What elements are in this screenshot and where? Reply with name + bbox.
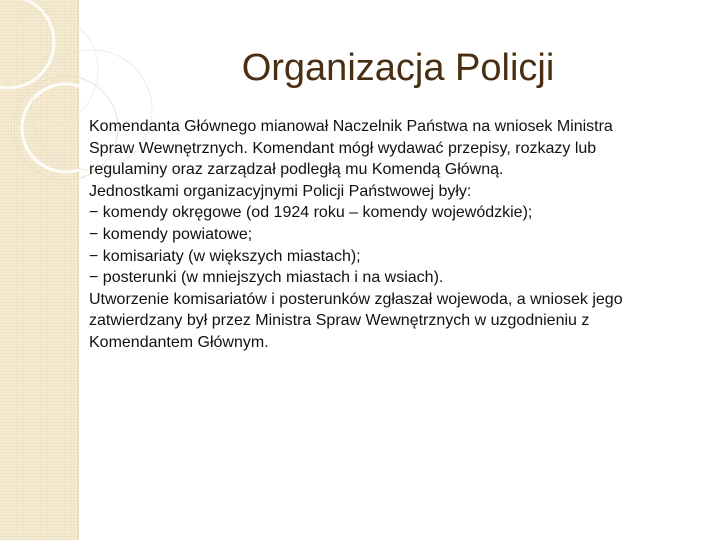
body-line: Komendanta Głównego mianował Naczelnik Państwa na wniosek Ministra: [89, 118, 613, 135]
body-line: zatwierdzany był przez Ministra Spraw Wewnętrznych w uzgodnieniu z: [89, 312, 590, 330]
list-item: − posterunki (w mniejszych miastach i na wsiach).: [89, 269, 444, 287]
list-item: − komendy powiatowe;: [89, 225, 253, 243]
side-band-edge: [78, 0, 79, 540]
body-line: Spraw Wewnętrznych. Komendant mógł wydawać przepisy, rozkazy lub: [89, 139, 597, 157]
body-line: Utworzenie komisariatów i posterunków zgłaszał wojewoda, a wniosek jego: [89, 290, 623, 308]
list-item: − komisariaty (w większych miastach);: [89, 247, 361, 265]
slide-title: Organizacja Policji: [241, 47, 555, 89]
body-line: Jednostkami organizacyjnymi Policji Państwowej były:: [89, 182, 472, 200]
body-line: Komendantem Głównym.: [89, 333, 269, 351]
slide-body-text: [89, 116, 704, 354]
decorative-side-band: [0, 0, 78, 540]
list-item: − komendy okręgowe (od 1924 roku – komendy wojewódzkie);: [89, 204, 533, 222]
body-line: regulaminy oraz zarządzał podległą mu Komendą Główną.: [89, 161, 504, 179]
